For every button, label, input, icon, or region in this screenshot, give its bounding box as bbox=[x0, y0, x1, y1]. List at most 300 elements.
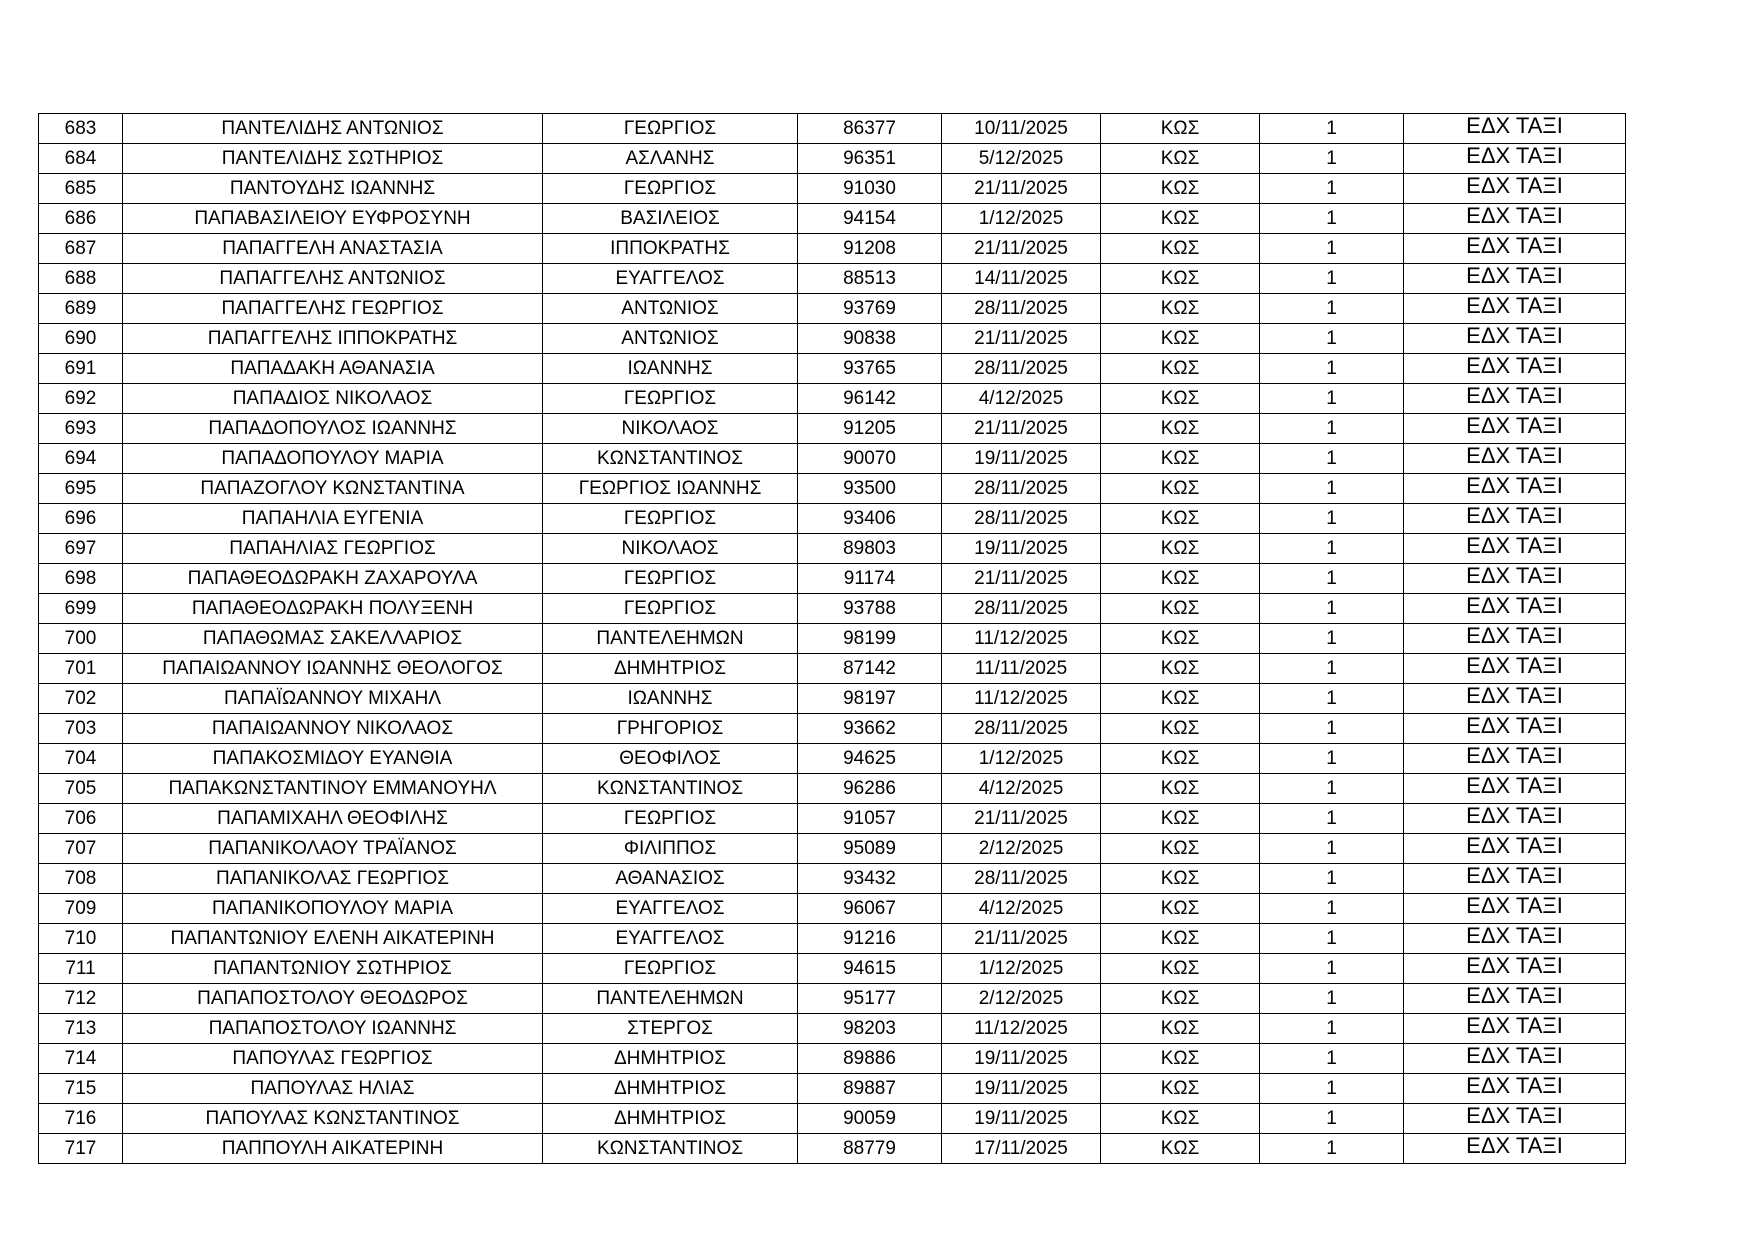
record-id-cell: 95089 bbox=[798, 834, 942, 864]
record-id-cell: 90070 bbox=[798, 444, 942, 474]
father-name-cell: ΦΙΛΙΠΠΟΣ bbox=[543, 834, 798, 864]
location-cell: ΚΩΣ bbox=[1101, 744, 1260, 774]
record-date-cell: 19/11/2025 bbox=[942, 444, 1101, 474]
record-date-cell: 21/11/2025 bbox=[942, 924, 1101, 954]
father-name-cell: ΝΙΚΟΛΑΟΣ bbox=[543, 534, 798, 564]
table-row bbox=[39, 954, 1626, 984]
location-cell: ΚΩΣ bbox=[1101, 354, 1260, 384]
status-cell: ΕΔΧ ΤΑΞΙ bbox=[1404, 444, 1626, 474]
record-id-cell: 94154 bbox=[798, 204, 942, 234]
count-cell: 1 bbox=[1260, 174, 1404, 204]
full-name-cell: ΠΑΠΑΓΓΕΛΗΣ ΑΝΤΩΝΙΟΣ bbox=[123, 264, 543, 294]
record-id-cell: 93406 bbox=[798, 504, 942, 534]
record-id-cell: 96286 bbox=[798, 774, 942, 804]
row-number-cell: 685 bbox=[39, 174, 123, 204]
father-name-cell: ΔΗΜΗΤΡΙΟΣ bbox=[543, 1074, 798, 1104]
table-row bbox=[39, 984, 1626, 1014]
status-cell: ΕΔΧ ΤΑΞΙ bbox=[1404, 234, 1626, 264]
status-cell: ΕΔΧ ΤΑΞΙ bbox=[1404, 894, 1626, 924]
record-id-cell: 93769 bbox=[798, 294, 942, 324]
location-cell: ΚΩΣ bbox=[1101, 804, 1260, 834]
location-cell: ΚΩΣ bbox=[1101, 1044, 1260, 1074]
count-cell: 1 bbox=[1260, 744, 1404, 774]
count-cell: 1 bbox=[1260, 774, 1404, 804]
table-row bbox=[39, 444, 1626, 474]
location-cell: ΚΩΣ bbox=[1101, 654, 1260, 684]
record-date-cell: 11/11/2025 bbox=[942, 654, 1101, 684]
full-name-cell: ΠΑΠΟΥΛΑΣ ΗΛΙΑΣ bbox=[123, 1074, 543, 1104]
record-date-cell: 11/12/2025 bbox=[942, 624, 1101, 654]
record-id-cell: 93500 bbox=[798, 474, 942, 504]
count-cell: 1 bbox=[1260, 894, 1404, 924]
location-cell: ΚΩΣ bbox=[1101, 324, 1260, 354]
status-cell: ΕΔΧ ΤΑΞΙ bbox=[1404, 1014, 1626, 1044]
row-number-cell: 700 bbox=[39, 624, 123, 654]
table-row bbox=[39, 864, 1626, 894]
status-cell: ΕΔΧ ΤΑΞΙ bbox=[1404, 744, 1626, 774]
table-row bbox=[39, 294, 1626, 324]
status-cell: ΕΔΧ ΤΑΞΙ bbox=[1404, 654, 1626, 684]
full-name-cell: ΠΑΝΤΕΛΙΔΗΣ ΣΩΤΗΡΙΟΣ bbox=[123, 144, 543, 174]
full-name-cell: ΠΑΠΑΙΩΑΝΝΟΥ ΝΙΚΟΛΑΟΣ bbox=[123, 714, 543, 744]
status-cell: ΕΔΧ ΤΑΞΙ bbox=[1404, 714, 1626, 744]
row-number-cell: 701 bbox=[39, 654, 123, 684]
row-number-cell: 702 bbox=[39, 684, 123, 714]
count-cell: 1 bbox=[1260, 324, 1404, 354]
row-number-cell: 686 bbox=[39, 204, 123, 234]
status-cell: ΕΔΧ ΤΑΞΙ bbox=[1404, 204, 1626, 234]
record-id-cell: 96067 bbox=[798, 894, 942, 924]
father-name-cell: ΓΕΩΡΓΙΟΣ bbox=[543, 564, 798, 594]
record-id-cell: 95177 bbox=[798, 984, 942, 1014]
row-number-cell: 688 bbox=[39, 264, 123, 294]
record-id-cell: 98203 bbox=[798, 1014, 942, 1044]
record-id-cell: 93432 bbox=[798, 864, 942, 894]
father-name-cell: ΚΩΝΣΤΑΝΤΙΝΟΣ bbox=[543, 774, 798, 804]
location-cell: ΚΩΣ bbox=[1101, 894, 1260, 924]
count-cell: 1 bbox=[1260, 654, 1404, 684]
count-cell: 1 bbox=[1260, 294, 1404, 324]
father-name-cell: ΙΠΠΟΚΡΑΤΗΣ bbox=[543, 234, 798, 264]
table-row bbox=[39, 354, 1626, 384]
record-date-cell: 21/11/2025 bbox=[942, 234, 1101, 264]
status-cell: ΕΔΧ ΤΑΞΙ bbox=[1404, 504, 1626, 534]
record-date-cell: 4/12/2025 bbox=[942, 384, 1101, 414]
full-name-cell: ΠΑΠΑΚΟΣΜΙΔΟΥ ΕΥΑΝΘΙΑ bbox=[123, 744, 543, 774]
father-name-cell: ΠΑΝΤΕΛΕΗΜΩΝ bbox=[543, 624, 798, 654]
row-number-cell: 713 bbox=[39, 1014, 123, 1044]
record-id-cell: 89886 bbox=[798, 1044, 942, 1074]
record-date-cell: 1/12/2025 bbox=[942, 204, 1101, 234]
location-cell: ΚΩΣ bbox=[1101, 594, 1260, 624]
record-id-cell: 86377 bbox=[798, 114, 942, 144]
record-date-cell: 21/11/2025 bbox=[942, 414, 1101, 444]
location-cell: ΚΩΣ bbox=[1101, 564, 1260, 594]
father-name-cell: ΔΗΜΗΤΡΙΟΣ bbox=[543, 654, 798, 684]
father-name-cell: ΚΩΝΣΤΑΝΤΙΝΟΣ bbox=[543, 444, 798, 474]
record-id-cell: 91205 bbox=[798, 414, 942, 444]
record-date-cell: 28/11/2025 bbox=[942, 294, 1101, 324]
record-id-cell: 96142 bbox=[798, 384, 942, 414]
record-date-cell: 11/12/2025 bbox=[942, 1014, 1101, 1044]
table-row bbox=[39, 684, 1626, 714]
row-number-cell: 708 bbox=[39, 864, 123, 894]
row-number-cell: 706 bbox=[39, 804, 123, 834]
table-row bbox=[39, 114, 1626, 144]
count-cell: 1 bbox=[1260, 1104, 1404, 1134]
record-id-cell: 90059 bbox=[798, 1104, 942, 1134]
full-name-cell: ΠΑΠΑΠΟΣΤΟΛΟΥ ΘΕΟΔΩΡΟΣ bbox=[123, 984, 543, 1014]
status-cell: ΕΔΧ ΤΑΞΙ bbox=[1404, 1074, 1626, 1104]
father-name-cell: ΕΥΑΓΓΕΛΟΣ bbox=[543, 894, 798, 924]
count-cell: 1 bbox=[1260, 264, 1404, 294]
record-id-cell: 88779 bbox=[798, 1134, 942, 1164]
status-cell: ΕΔΧ ΤΑΞΙ bbox=[1404, 534, 1626, 564]
location-cell: ΚΩΣ bbox=[1101, 174, 1260, 204]
record-id-cell: 88513 bbox=[798, 264, 942, 294]
record-date-cell: 17/11/2025 bbox=[942, 1134, 1101, 1164]
father-name-cell: ΙΩΑΝΝΗΣ bbox=[543, 354, 798, 384]
record-date-cell: 28/11/2025 bbox=[942, 504, 1101, 534]
table-row bbox=[39, 624, 1626, 654]
father-name-cell: ΕΥΑΓΓΕΛΟΣ bbox=[543, 924, 798, 954]
father-name-cell: ΑΘΑΝΑΣΙΟΣ bbox=[543, 864, 798, 894]
record-date-cell: 2/12/2025 bbox=[942, 984, 1101, 1014]
count-cell: 1 bbox=[1260, 594, 1404, 624]
row-number-cell: 699 bbox=[39, 594, 123, 624]
count-cell: 1 bbox=[1260, 204, 1404, 234]
father-name-cell: ΓΕΩΡΓΙΟΣ bbox=[543, 954, 798, 984]
table-row bbox=[39, 594, 1626, 624]
location-cell: ΚΩΣ bbox=[1101, 414, 1260, 444]
location-cell: ΚΩΣ bbox=[1101, 1014, 1260, 1044]
location-cell: ΚΩΣ bbox=[1101, 924, 1260, 954]
record-id-cell: 89803 bbox=[798, 534, 942, 564]
table-row bbox=[39, 414, 1626, 444]
row-number-cell: 715 bbox=[39, 1074, 123, 1104]
location-cell: ΚΩΣ bbox=[1101, 234, 1260, 264]
row-number-cell: 690 bbox=[39, 324, 123, 354]
full-name-cell: ΠΑΠΑΜΙΧΑΗΛ ΘΕΟΦΙΛΗΣ bbox=[123, 804, 543, 834]
record-id-cell: 91057 bbox=[798, 804, 942, 834]
table-row bbox=[39, 204, 1626, 234]
count-cell: 1 bbox=[1260, 1074, 1404, 1104]
record-id-cell: 98197 bbox=[798, 684, 942, 714]
father-name-cell: ΒΑΣΙΛΕΙΟΣ bbox=[543, 204, 798, 234]
count-cell: 1 bbox=[1260, 234, 1404, 264]
count-cell: 1 bbox=[1260, 384, 1404, 414]
table-row bbox=[39, 564, 1626, 594]
row-number-cell: 694 bbox=[39, 444, 123, 474]
table-row bbox=[39, 774, 1626, 804]
table-row bbox=[39, 234, 1626, 264]
full-name-cell: ΠΑΠΑΖΟΓΛΟΥ ΚΩΝΣΤΑΝΤΙΝΑ bbox=[123, 474, 543, 504]
status-cell: ΕΔΧ ΤΑΞΙ bbox=[1404, 354, 1626, 384]
row-number-cell: 714 bbox=[39, 1044, 123, 1074]
table-row bbox=[39, 1044, 1626, 1074]
row-number-cell: 717 bbox=[39, 1134, 123, 1164]
location-cell: ΚΩΣ bbox=[1101, 264, 1260, 294]
father-name-cell: ΑΝΤΩΝΙΟΣ bbox=[543, 324, 798, 354]
status-cell: ΕΔΧ ΤΑΞΙ bbox=[1404, 954, 1626, 984]
full-name-cell: ΠΑΠΑΔΙΟΣ ΝΙΚΟΛΑΟΣ bbox=[123, 384, 543, 414]
record-id-cell: 91174 bbox=[798, 564, 942, 594]
status-cell: ΕΔΧ ΤΑΞΙ bbox=[1404, 1044, 1626, 1074]
count-cell: 1 bbox=[1260, 834, 1404, 864]
location-cell: ΚΩΣ bbox=[1101, 1134, 1260, 1164]
count-cell: 1 bbox=[1260, 984, 1404, 1014]
status-cell: ΕΔΧ ΤΑΞΙ bbox=[1404, 414, 1626, 444]
count-cell: 1 bbox=[1260, 864, 1404, 894]
location-cell: ΚΩΣ bbox=[1101, 504, 1260, 534]
row-number-cell: 698 bbox=[39, 564, 123, 594]
count-cell: 1 bbox=[1260, 414, 1404, 444]
table-row bbox=[39, 384, 1626, 414]
record-date-cell: 19/11/2025 bbox=[942, 1104, 1101, 1134]
full-name-cell: ΠΑΠΑΗΛΙΑ ΕΥΓΕΝΙΑ bbox=[123, 504, 543, 534]
full-name-cell: ΠΑΠΑΔΟΠΟΥΛΟΥ ΜΑΡΙΑ bbox=[123, 444, 543, 474]
status-cell: ΕΔΧ ΤΑΞΙ bbox=[1404, 474, 1626, 504]
count-cell: 1 bbox=[1260, 1014, 1404, 1044]
row-number-cell: 709 bbox=[39, 894, 123, 924]
record-date-cell: 28/11/2025 bbox=[942, 714, 1101, 744]
count-cell: 1 bbox=[1260, 804, 1404, 834]
table-row bbox=[39, 714, 1626, 744]
record-date-cell: 1/12/2025 bbox=[942, 744, 1101, 774]
father-name-cell: ΓΕΩΡΓΙΟΣ bbox=[543, 384, 798, 414]
full-name-cell: ΠΑΝΤΕΛΙΔΗΣ ΑΝΤΩΝΙΟΣ bbox=[123, 114, 543, 144]
full-name-cell: ΠΑΠΑΗΛΙΑΣ ΓΕΩΡΓΙΟΣ bbox=[123, 534, 543, 564]
row-number-cell: 703 bbox=[39, 714, 123, 744]
full-name-cell: ΠΑΠΑΠΟΣΤΟΛΟΥ ΙΩΑΝΝΗΣ bbox=[123, 1014, 543, 1044]
location-cell: ΚΩΣ bbox=[1101, 114, 1260, 144]
full-name-cell: ΠΑΠΑΝΤΩΝΙΟΥ ΣΩΤΗΡΙΟΣ bbox=[123, 954, 543, 984]
full-name-cell: ΠΑΠΑΝΙΚΟΛΑΟΥ ΤΡΑΪΑΝΟΣ bbox=[123, 834, 543, 864]
full-name-cell: ΠΑΠΑΚΩΝΣΤΑΝΤΙΝΟΥ ΕΜΜΑΝΟΥΗΛ bbox=[123, 774, 543, 804]
record-date-cell: 19/11/2025 bbox=[942, 1044, 1101, 1074]
row-number-cell: 716 bbox=[39, 1104, 123, 1134]
full-name-cell: ΠΑΠΑΘΕΟΔΩΡΑΚΗ ΠΟΛΥΞΕΝΗ bbox=[123, 594, 543, 624]
record-date-cell: 2/12/2025 bbox=[942, 834, 1101, 864]
record-id-cell: 91208 bbox=[798, 234, 942, 264]
father-name-cell: ΓΕΩΡΓΙΟΣ ΙΩΑΝΝΗΣ bbox=[543, 474, 798, 504]
count-cell: 1 bbox=[1260, 684, 1404, 714]
full-name-cell: ΠΑΠΑΙΩΑΝΝΟΥ ΙΩΑΝΝΗΣ ΘΕΟΛΟΓΟΣ bbox=[123, 654, 543, 684]
record-date-cell: 21/11/2025 bbox=[942, 174, 1101, 204]
table-row bbox=[39, 144, 1626, 174]
records-table-body bbox=[39, 114, 1626, 1164]
father-name-cell: ΓΕΩΡΓΙΟΣ bbox=[543, 174, 798, 204]
location-cell: ΚΩΣ bbox=[1101, 774, 1260, 804]
table-row bbox=[39, 474, 1626, 504]
row-number-cell: 695 bbox=[39, 474, 123, 504]
table-row bbox=[39, 504, 1626, 534]
full-name-cell: ΠΑΠΑΪΩΑΝΝΟΥ ΜΙΧΑΗΛ bbox=[123, 684, 543, 714]
count-cell: 1 bbox=[1260, 924, 1404, 954]
status-cell: ΕΔΧ ΤΑΞΙ bbox=[1404, 774, 1626, 804]
record-date-cell: 28/11/2025 bbox=[942, 864, 1101, 894]
full-name-cell: ΠΑΠΑΘΕΟΔΩΡΑΚΗ ΖΑΧΑΡΟΥΛΑ bbox=[123, 564, 543, 594]
father-name-cell: ΙΩΑΝΝΗΣ bbox=[543, 684, 798, 714]
father-name-cell: ΓΕΩΡΓΙΟΣ bbox=[543, 594, 798, 624]
record-date-cell: 19/11/2025 bbox=[942, 534, 1101, 564]
father-name-cell: ΓΕΩΡΓΙΟΣ bbox=[543, 504, 798, 534]
location-cell: ΚΩΣ bbox=[1101, 294, 1260, 324]
count-cell: 1 bbox=[1260, 444, 1404, 474]
record-id-cell: 90838 bbox=[798, 324, 942, 354]
status-cell: ΕΔΧ ΤΑΞΙ bbox=[1404, 1134, 1626, 1164]
record-date-cell: 5/12/2025 bbox=[942, 144, 1101, 174]
record-id-cell: 89887 bbox=[798, 1074, 942, 1104]
table-row bbox=[39, 804, 1626, 834]
table-row bbox=[39, 174, 1626, 204]
status-cell: ΕΔΧ ΤΑΞΙ bbox=[1404, 624, 1626, 654]
father-name-cell: ΔΗΜΗΤΡΙΟΣ bbox=[543, 1044, 798, 1074]
location-cell: ΚΩΣ bbox=[1101, 444, 1260, 474]
status-cell: ΕΔΧ ΤΑΞΙ bbox=[1404, 924, 1626, 954]
record-date-cell: 21/11/2025 bbox=[942, 804, 1101, 834]
location-cell: ΚΩΣ bbox=[1101, 534, 1260, 564]
row-number-cell: 684 bbox=[39, 144, 123, 174]
table-row bbox=[39, 924, 1626, 954]
count-cell: 1 bbox=[1260, 954, 1404, 984]
record-date-cell: 28/11/2025 bbox=[942, 474, 1101, 504]
full-name-cell: ΠΑΠΑΓΓΕΛΗΣ ΙΠΠΟΚΡΑΤΗΣ bbox=[123, 324, 543, 354]
row-number-cell: 693 bbox=[39, 414, 123, 444]
status-cell: ΕΔΧ ΤΑΞΙ bbox=[1404, 594, 1626, 624]
table-row bbox=[39, 744, 1626, 774]
record-date-cell: 4/12/2025 bbox=[942, 894, 1101, 924]
status-cell: ΕΔΧ ΤΑΞΙ bbox=[1404, 114, 1626, 144]
father-name-cell: ΔΗΜΗΤΡΙΟΣ bbox=[543, 1104, 798, 1134]
row-number-cell: 689 bbox=[39, 294, 123, 324]
count-cell: 1 bbox=[1260, 474, 1404, 504]
row-number-cell: 710 bbox=[39, 924, 123, 954]
record-id-cell: 91216 bbox=[798, 924, 942, 954]
location-cell: ΚΩΣ bbox=[1101, 384, 1260, 414]
table-row bbox=[39, 1134, 1626, 1164]
father-name-cell: ΘΕΟΦΙΛΟΣ bbox=[543, 744, 798, 774]
location-cell: ΚΩΣ bbox=[1101, 204, 1260, 234]
father-name-cell: ΓΕΩΡΓΙΟΣ bbox=[543, 114, 798, 144]
status-cell: ΕΔΧ ΤΑΞΙ bbox=[1404, 984, 1626, 1014]
record-date-cell: 11/12/2025 bbox=[942, 684, 1101, 714]
location-cell: ΚΩΣ bbox=[1101, 624, 1260, 654]
status-cell: ΕΔΧ ΤΑΞΙ bbox=[1404, 1104, 1626, 1134]
full-name-cell: ΠΑΠΑΔΑΚΗ ΑΘΑΝΑΣΙΑ bbox=[123, 354, 543, 384]
row-number-cell: 705 bbox=[39, 774, 123, 804]
location-cell: ΚΩΣ bbox=[1101, 1074, 1260, 1104]
status-cell: ΕΔΧ ΤΑΞΙ bbox=[1404, 264, 1626, 294]
location-cell: ΚΩΣ bbox=[1101, 474, 1260, 504]
location-cell: ΚΩΣ bbox=[1101, 684, 1260, 714]
status-cell: ΕΔΧ ΤΑΞΙ bbox=[1404, 144, 1626, 174]
row-number-cell: 691 bbox=[39, 354, 123, 384]
count-cell: 1 bbox=[1260, 144, 1404, 174]
record-id-cell: 93788 bbox=[798, 594, 942, 624]
record-date-cell: 1/12/2025 bbox=[942, 954, 1101, 984]
row-number-cell: 697 bbox=[39, 534, 123, 564]
father-name-cell: ΑΝΤΩΝΙΟΣ bbox=[543, 294, 798, 324]
location-cell: ΚΩΣ bbox=[1101, 714, 1260, 744]
row-number-cell: 683 bbox=[39, 114, 123, 144]
full-name-cell: ΠΑΠΠΟΥΛΗ ΑΙΚΑΤΕΡΙΝΗ bbox=[123, 1134, 543, 1164]
record-date-cell: 28/11/2025 bbox=[942, 594, 1101, 624]
record-id-cell: 91030 bbox=[798, 174, 942, 204]
full-name-cell: ΠΑΠΑΔΟΠΟΥΛΟΣ ΙΩΑΝΝΗΣ bbox=[123, 414, 543, 444]
full-name-cell: ΠΑΠΟΥΛΑΣ ΚΩΝΣΤΑΝΤΙΝΟΣ bbox=[123, 1104, 543, 1134]
location-cell: ΚΩΣ bbox=[1101, 1104, 1260, 1134]
status-cell: ΕΔΧ ΤΑΞΙ bbox=[1404, 834, 1626, 864]
father-name-cell: ΑΣΛΑΝΗΣ bbox=[543, 144, 798, 174]
row-number-cell: 711 bbox=[39, 954, 123, 984]
record-id-cell: 87142 bbox=[798, 654, 942, 684]
count-cell: 1 bbox=[1260, 534, 1404, 564]
full-name-cell: ΠΑΠΟΥΛΑΣ ΓΕΩΡΓΙΟΣ bbox=[123, 1044, 543, 1074]
table-row bbox=[39, 1074, 1626, 1104]
status-cell: ΕΔΧ ΤΑΞΙ bbox=[1404, 324, 1626, 354]
status-cell: ΕΔΧ ΤΑΞΙ bbox=[1404, 564, 1626, 594]
table-row bbox=[39, 264, 1626, 294]
full-name-cell: ΠΑΝΤΟΥΔΗΣ ΙΩΑΝΝΗΣ bbox=[123, 174, 543, 204]
record-id-cell: 98199 bbox=[798, 624, 942, 654]
table-row bbox=[39, 534, 1626, 564]
row-number-cell: 704 bbox=[39, 744, 123, 774]
record-date-cell: 21/11/2025 bbox=[942, 564, 1101, 594]
row-number-cell: 696 bbox=[39, 504, 123, 534]
count-cell: 1 bbox=[1260, 504, 1404, 534]
table-row bbox=[39, 834, 1626, 864]
table-row bbox=[39, 894, 1626, 924]
record-id-cell: 93765 bbox=[798, 354, 942, 384]
record-date-cell: 19/11/2025 bbox=[942, 1074, 1101, 1104]
status-cell: ΕΔΧ ΤΑΞΙ bbox=[1404, 684, 1626, 714]
full-name-cell: ΠΑΠΑΓΓΕΛΗ ΑΝΑΣΤΑΣΙΑ bbox=[123, 234, 543, 264]
full-name-cell: ΠΑΠΑΒΑΣΙΛΕΙΟΥ ΕΥΦΡΟΣΥΝΗ bbox=[123, 204, 543, 234]
record-date-cell: 10/11/2025 bbox=[942, 114, 1101, 144]
full-name-cell: ΠΑΠΑΘΩΜΑΣ ΣΑΚΕΛΛΑΡΙΟΣ bbox=[123, 624, 543, 654]
record-date-cell: 4/12/2025 bbox=[942, 774, 1101, 804]
record-id-cell: 93662 bbox=[798, 714, 942, 744]
table-row bbox=[39, 1014, 1626, 1044]
count-cell: 1 bbox=[1260, 1044, 1404, 1074]
record-id-cell: 94625 bbox=[798, 744, 942, 774]
records-table bbox=[38, 113, 1626, 1164]
location-cell: ΚΩΣ bbox=[1101, 954, 1260, 984]
father-name-cell: ΓΡΗΓΟΡΙΟΣ bbox=[543, 714, 798, 744]
full-name-cell: ΠΑΠΑΝΙΚΟΠΟΥΛΟΥ ΜΑΡΙΑ bbox=[123, 894, 543, 924]
status-cell: ΕΔΧ ΤΑΞΙ bbox=[1404, 174, 1626, 204]
father-name-cell: ΓΕΩΡΓΙΟΣ bbox=[543, 804, 798, 834]
father-name-cell: ΝΙΚΟΛΑΟΣ bbox=[543, 414, 798, 444]
father-name-cell: ΣΤΕΡΓΟΣ bbox=[543, 1014, 798, 1044]
count-cell: 1 bbox=[1260, 564, 1404, 594]
full-name-cell: ΠΑΠΑΓΓΕΛΗΣ ΓΕΩΡΓΙΟΣ bbox=[123, 294, 543, 324]
count-cell: 1 bbox=[1260, 624, 1404, 654]
father-name-cell: ΠΑΝΤΕΛΕΗΜΩΝ bbox=[543, 984, 798, 1014]
count-cell: 1 bbox=[1260, 354, 1404, 384]
count-cell: 1 bbox=[1260, 714, 1404, 744]
status-cell: ΕΔΧ ΤΑΞΙ bbox=[1404, 804, 1626, 834]
status-cell: ΕΔΧ ΤΑΞΙ bbox=[1404, 294, 1626, 324]
status-cell: ΕΔΧ ΤΑΞΙ bbox=[1404, 864, 1626, 894]
row-number-cell: 687 bbox=[39, 234, 123, 264]
table-row bbox=[39, 654, 1626, 684]
father-name-cell: ΚΩΝΣΤΑΝΤΙΝΟΣ bbox=[543, 1134, 798, 1164]
count-cell: 1 bbox=[1260, 1134, 1404, 1164]
row-number-cell: 707 bbox=[39, 834, 123, 864]
count-cell: 1 bbox=[1260, 114, 1404, 144]
